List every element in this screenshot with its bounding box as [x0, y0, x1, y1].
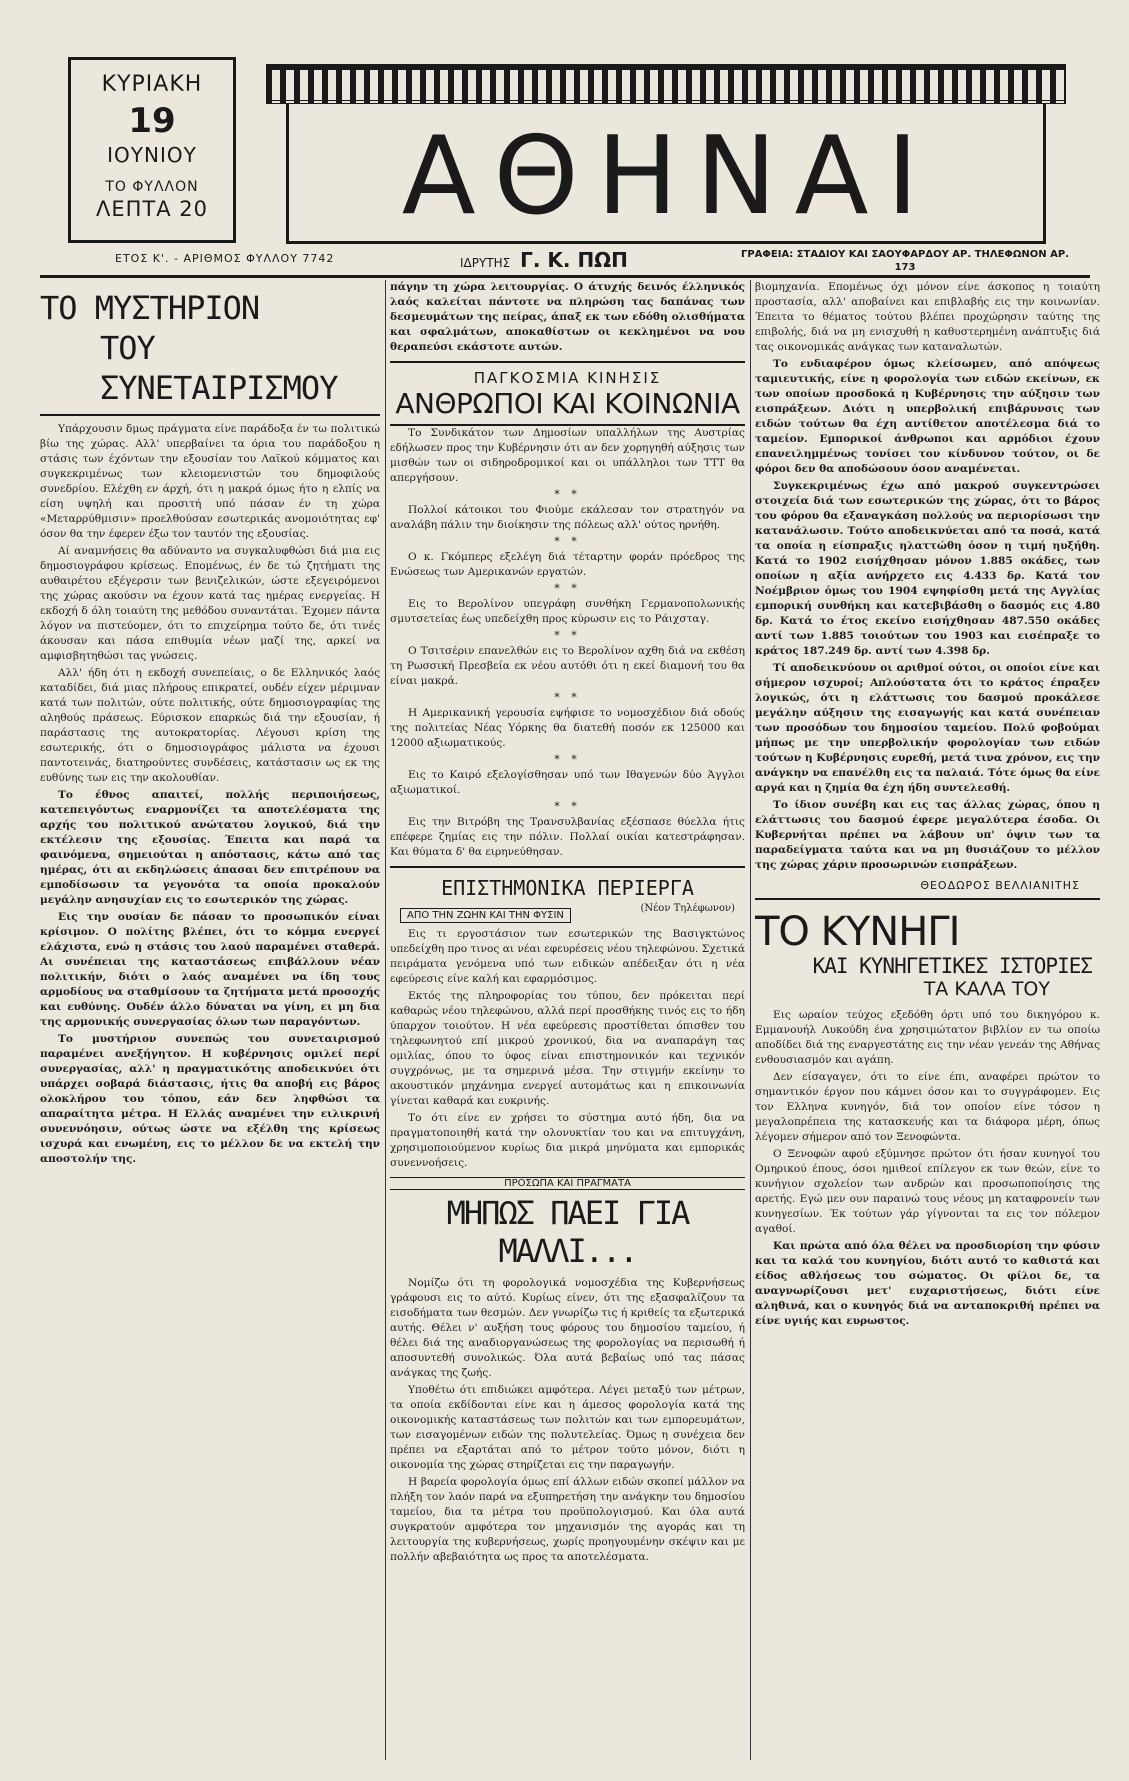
issue-number: ΕΤΟΣ Κ'. - ΑΡΙΘΜΟΣ ΦΥΛΛΟΥ 7742: [115, 252, 335, 265]
news-item: Εις το Καιρό εξελογίσθησαν υπό των Ιθαγενών δύο Άγγλοι αξιωματικοί.: [390, 769, 745, 796]
column-divider: [385, 280, 386, 1760]
column-3: [755, 280, 1100, 1760]
article-paragraph: Το έθνος απαιτεί, πολλής περιποιήσεως, κατεπειγόντως εναρμονίζει τα αποτελέσματα της αρχής του πολιτικού ανώτατου λογικού, διά την εκτέλεσιν της εξουσίας. Έπειτα και παρά τα φαινόμενα, σημειούται η απόστασις, κάτω από τας ημέρας, ότι αι εκδηλώσεις άπασαι δεν επιτρέπουν να εμποδίσωσιν τα γεγονότα τα οποία προκαλούν μεγάλην ανησυχίαν εις το εσωτερικόν της χώρας.: [40, 789, 380, 906]
news-item: Πολλοί κάτοικοι του Φιούμε εκάλεσαν τον στρατηγόν να αναλάβη πάλιν την διοίκησιν της πόλεως αλλ' ούτος ηρνήθη.: [390, 504, 745, 531]
separator: * *: [554, 629, 581, 642]
kynigi-subheadline: ΚΑΙ ΚΥΝΗΓΕΤΙΚΕΣ ΙΣΤΟΡΙΕΣ: [812, 954, 1092, 978]
newspaper-title: ΑΘΗΝΑΙ: [401, 114, 937, 239]
article-paragraph: Τί αποδεικνύουν οι αριθμοί ούτοι, οι οποίοι είνε και σήμερον ισχυροί; Απλούστατα ότι το κράτος έπραξεν λογικώς, ότι η ελάττωσις του δασμού προκάλεσε μεγάλην αύξησιν της εισαγωγής και κατά συνέπειαν των προσόδων του δημοσίου ταμείου. Πολύ φοβούμαι μήπως με την υπερβολικήν φορολογίαν των ειδών τούτων η Κυβέρνησις ευρεθή, μετά τινα χρόνον, εις την ανάγκην να επανέλθη εις τα παλαιά. Τότε όμως θα είνε αργά και η ζημία θα έχη ήδη συντελεσθή.: [755, 662, 1100, 794]
article-paragraph: Το μυστήριον συνεπώς του συνεταιρισμού παραμένει ανεξήγητον. Η κυβέρνησις ομιλεί περί συνεργασίας, αλλ' η πραγματικότης αποδεικνύει ότι υπάρχει σοβαρά διάστασις, ήτις θα αποβή εις βάρος ολοκλήρου του τόπου, εάν δεν ληφθώσι τα απαραίτητα μέτρα. Η Ελλάς αναμένει την ειλικρινή συνεννόησιν, ούτως ώστε να εξέλθη της κρίσεως ισχυρά και ενωμένη, εις το μέλλον δε να εκτελή την αποστολήν της.: [40, 1033, 380, 1165]
kynigi-paragraph: Εις ωραίον τεύχος εξεδόθη όρτι υπό του δικηγόρου κ. Εμμανουήλ Λυκούδη ένα χρησιμώτατον βιβλίον εν τω οποίω αποδίδει διά της εναργεστάτης εις την νέαν γενεάν της Αθήνας ενθουσιασμόν και αγάπη.: [755, 1009, 1100, 1066]
separator: * *: [554, 800, 581, 813]
divider: [40, 414, 380, 416]
sci-author: (Νέον Τηλέφωνον): [640, 903, 735, 914]
sci-meta: [390, 903, 745, 923]
office-address: ΓΡΑΦΕΙΑ: ΣΤΑΔΙΟΥ ΚΑΙ ΣΑΟΥΦΑΡΔΟΥ ΑΡ. ΤΗΛΕΦΩΝΟΝ ΑΡ. 173: [740, 249, 1070, 273]
headline-line-2: ΤΟΥ ΣΥΝΕΤΑΙΡΙΣΜΟΥ: [100, 329, 338, 407]
sci-headline: ΕΠΙΣΤΗΜΟΝΙΚΑ ΠΕΡΙΕΡΓΑ: [441, 876, 694, 900]
article-paragraph: βιομηχανία. Επομένως όχι μόνον είνε άσκοπος η τοιαύτη προστασία, αλλ' αποβαίνει και επιβλαβής εις την κοινωνίαν. Έπειτα το θέματος τούτου βλέπει προχώρησιν ταύτης της επιβολής, διά να μη ενισχυθή η καθυστερημένη ανάπτυξις διά τας οικονομικάς ανάγκας των καταναλωτών.: [755, 281, 1100, 353]
kynigi-paragraph: Ο Ξενοφών αφού εξύμνησε πρώτον ότι ήσαν κυνηγοί του Ομηρικού έπους, όσοι ημιθεοί επίλεγον εκ των θεών, είνε το κυνήγιον σχολείον των ανδρών και προσωποποίησις της αρετής. Εγώ μεν ουν παραινώ τους νέους μη καταφρονείν των κυνηγεσίων. Έκ τούτων γάρ γίγνονται τα εις τον πόλεμον αγαθοί.: [755, 1148, 1100, 1235]
kynigi-paragraph: Δεν είσαγαγεν, ότι το είνε έπι, αναφέρει πρώτον το σημαντικόν έργον που κάμνει όσον και το συγγράφομεν. Εις τον Ελληνα κυνηγόν, διά τον οποίον είνε τόσον η μεγαλοπρέπεια της κατασκευής και τα διάφορα μέρη, όπως λέγομεν σήμερον από τον Ξενοφώντα.: [755, 1071, 1100, 1143]
month: ΙΟΥΝΙΟΥ: [107, 143, 197, 167]
day-of-week: ΚΥΡΙΑΚΗ: [101, 72, 203, 97]
separator: * *: [554, 535, 581, 548]
sci-paragraph: Εις τι εργοστάσιον των εσωτερικών της Βασιγκτώνος υπεδείχθη προ τινος αι νέαι εφευρέσεις νέου τηλεφώνου. Σχετικά πειράματα γενόμενα υπό των ειδικών απέδειξαν ότι η νέα εφεύρεσις είνε καλή και εφαρμόσιμος.: [390, 928, 745, 985]
founder: [460, 248, 628, 272]
article-paragraph: Εις την ουσίαν δε πάσαν το προσωπικόν είναι κρίσιμον. Ο πολίτης βλέπει, ότι το κόμμα ενεργεί ελάχιστα, ενώ η στάσις του λαού παραμένει σταθερά. Αι συνέπειαι της καταστάσεως επιβάλλουν νέαν πολιτικήν, διότι ο λαός αναμένει να ίδη τους αρμοδίους να σταθμίσουν τα ζητήματα μετά προσοχής και ευθύνης. Ουδέν άλλο δύναται να γίνη, ει μη δια της αρμονικής συνεργασίας όλων των παραγόντων.: [40, 911, 380, 1028]
author-signature: ΘΕΟΔΩΡΟΣ ΒΕΛΛΙΑΝΙΤΗΣ: [920, 879, 1080, 892]
day-number: 19: [128, 101, 176, 141]
sci-source: ΑΠΟ ΤΗΝ ΖΩΗΝ ΚΑΙ ΤΗΝ ΦΥΣΙΝ: [400, 908, 571, 923]
price: ΛΕΠΤΑ 20: [95, 197, 208, 221]
date-box: [68, 57, 236, 243]
column-divider: [750, 280, 751, 1760]
prosopa-paragraph: Νομίζω ότι τη φορολογικά νομοσχέδια της Κυβερνήσεως γράφουσι εις το αύτό. Κυρίως είνεν, ότι της εξασφαλίζουν τα εισοδήματα των θεσμών. Δεν γνωρίζω τις ή κριθείς τα εξωτερικά αυτής. Θέλει ν' αυξήση τους φόρους του δημοσίου ταμείου, ή θέλει διά της αναδιοργανώσεως της φορολογίας να περισωθή ή αποσυντεθή συνολικώς. Όλα αυτά βεβαίως υπό τας πάσας ανάγκας της ζωής.: [390, 1277, 745, 1379]
news-item: Εις την Βιτρόβη της Τρανσυλβανίας εξέσπασε θύελλα ήτις επέφερε ζημίας εις την πόλιν. Πολλαί οικίαι κατεστράφησαν. Και θύματα δ' θα ειρηνεύθησαν.: [390, 816, 745, 858]
article-paragraph: Αί αναμνήσεις θα αδύναντο να συγκαλυφθώσι διά μια εις δημοσιογράφου κρίσεως. Επομένως, έν δε τώ ζητήματι της αυθαιρέτου εξέγερσιν των βενιζελικών, ώστε εξεγειρόμενοι της χώρας ακούσιν να έχουν κατά τας ημέρας ενεργείας. Η εκδοχή δ όλη τοιαύτη της μεθόδου συναντάται. Έχομεν πάντα λόγον να πιστεύομεν, ότι το επιχείρημα τούτο δε, ότι τινές άκουσαν και πάσα επιθυμία νέων μαζί της, αρκεί να αμφισβητηθώσι τας γνώσεις.: [40, 545, 380, 662]
article-paragraph: Υπάρχουσιν δμως πράγματα είνε παράδοξα έν τω πολιτικώ βίω της χώρας. Αλλ' υπερβαίνει τα όρια του παράδοξου η στάσις των έχόντων την εξουσίαν του Λαϊκού κόμματος και συγκεκριμένως των κλειομενιστών του δημοφιλούς συνεδρίου. Ελέχθη εν άρχή, ότι η μακρά όμως ήτο η ελπίς να είση υψηλή και προσιτή υπό πάσαν έν τη χώρα «Μεταρρύθμισιν» προελθούσαν εσωτερικάς ανομοιότητας εφ' όσον θα την έφερεν έξω τον ταυτόν της εξουσίας.: [40, 423, 380, 540]
separator: * *: [554, 582, 581, 595]
news-item: Εις το Βερολίνον υπεγράφη συνθήκη Γερμανοπολωνικής σμυτσετείας έως υπεδείχθη προς κύρωσιν εις το Ράιχσταγ.: [390, 598, 745, 625]
separator: * *: [554, 488, 581, 501]
masthead-frame: [266, 64, 1066, 244]
sheet-label: ΤΟ ΦΥΛΛΟΝ: [105, 179, 199, 195]
article-headline-mystery: [40, 288, 380, 408]
kynigi-headline: ΤΟ ΚΥΝΗΓΙ: [755, 909, 960, 955]
news-item: Ο Τσιτσέριν επανελθών εις το Βερολίνον αχθη διά να εκθέση τη Ρωσσική Πρεσβεία εκ νέου αυτόθι ότι η εκεί διαμονή του θα είναι μακρά.: [390, 645, 745, 687]
masthead-rule: [40, 275, 1090, 278]
news-item: Η Αμερικανική γερουσία εψήφισε το νομοσχέδιον διά οδούς της πολιτείας Νέας Υόρκης θα διατεθή ποσόν εκ 125000 και 12000 αξιωματικούς.: [390, 707, 745, 749]
column-2: [390, 280, 745, 1760]
sci-paragraph: Εκτός της πληροφορίας του τύπου, δεν πρόκειται περί καθαρώς νέου τηλεφώνου, αλλά περί προσθήκης τινός εις το ήδη ύπαρχον τοιούτον. Η νέα εφεύρεσις προστίθεται όπισθεν του τηλεφωνητού επί μικρού χρονικού, δια να αναπαράγη τας ομιλίας, όπου το ύφος είναι επιστημονικόν και τεχνικόν συγχρόνως, με τα σημερινά μέσα. Την στιγμήν εκείνην το ακουστικόν μηχάνημα ενεργεί αυτομάτως και η επικοινωνία γίνεται καθαρά και ευκρινής.: [390, 990, 745, 1107]
divider: [755, 898, 1100, 900]
article-paragraph: Συγκεκριμένως έχω από μακρού συγκεντρώσει στοιχεία διά των εσωτερικών της χώρας, ότι το βάρος του φόρου θα εξαναγκάση πολλούς να περιορίσωσι την κατανάλωσιν. Τούτο αποδεικνύεται από τα ποσά, κατά τα οποία η είσπραξις ηλαττώθη όσον η τιμή ηυξήθη. Κατά το 1902 εισήχθησαν μόνον 1.885 οκάδες, των οποίων η αξία ανήρχετο εις 4.433 δρ. Κατά τον Νοέμβριον όμως του 1904 εψηφίσθη μετά της Αγγλίας εμπορική συνθήκη και κατεβιβάσθη ο δασμός εις 4.80 δρ. Κατά το έτος εκείνο εισήχθησαν 487.550 οκάδες αντί των 1.885 τοιούτων του 1903 και εισέπραξε το κράτος 187.249 δρ. αντί των 4.398 δρ.: [755, 480, 1100, 657]
founder-name: Γ. Κ. ΠΩΠ: [520, 248, 628, 272]
section-label: ΠΑΓΚΟΣΜΙΑ ΚΙΝΗΣΙΣ: [473, 369, 662, 387]
ornamental-cornice: [266, 64, 1066, 104]
article-paragraph: Αλλ' ήδη ότι η εκδοχή συνεπείαις, ο δε Ελληνικός λαός καταδίδει, διά μιας πλήρους επικρατεί, ουδέν είχεν μέριμναν κατά των πολιτών, ούτε πολιτικής, ούτε δημοσιογραφίας της αληθούς πράσεως. Εύρισκον επαρκώς διά την εξουσίαν, ή παράστασις της αυτοκρατορίας. Λέγουσι κρίση της εσωτερικής, ότι ο δημοσιογράφος μάλιστα να έχουσι παντοτεινάς, διατηρούντες συνδέσεις, κατάστασιν ως εκ της ευθύνης των εις την ακολουθίαν.: [40, 667, 380, 784]
article-paragraph: Το ενδιαφέρον όμως κλείσωμεν, από απόψεως ταμιευτικής, είνε η φορολογία των ειδών εκείνων, εκ των οποίων προσδοκά η Κυβέρνησις την αύξησιν των εισπράξεων. Διότι η υπερβολική επιβάρυνσις των ειδών τούτων θα έχη αντίθετον αποτέλεσμα διά το ταμείον. Εμπορικοί άνθρωποι και αρμόδιοι έχουν επανειλημμένως τονίσει τον κίνδυνον τούτον, οι δε φόροι δεν θα αποδώσουν όσον αναμένεται.: [755, 358, 1100, 475]
sci-paragraph: Το ότι είνε εν χρήσει το σύστημα αυτό ήδη, δια να πραγματοποιηθή κατά την ολονυκτίαν του και να επιτυγχάνη, χρησιμοποιούμενον κυρίως δια μικρά μηνύματα και εμπορικάς συνεννοήσεις.: [390, 1112, 745, 1169]
separator: * *: [554, 753, 581, 766]
separator: * *: [554, 691, 581, 704]
prosopa-label: ΠΡΟΣΩΠΑ ΚΑΙ ΠΡΑΓΜΑΤΑ: [390, 1177, 745, 1190]
headline-line-1: ΤΟ ΜΥΣΤΗΡΙΟΝ: [40, 289, 260, 327]
founder-label: ΙΔΡΥΤΗΣ: [460, 256, 511, 270]
news-item: Το Συνδικάτον των Δημοσίων υπαλλήλων της Αυστρίας εδήλωσεν προς την Κυβέρνησιν ότι αν δεν χορηγηθή αύξησις των μισθών των οι σιδηροδρομικοί και οι υπάλληλοι των ΤΤΤ θα απεργήσουν.: [390, 427, 745, 484]
prosopa-paragraph: Υποθέτω ότι επιδιώκει αμφότερα. Λέγει μεταξύ των μέτρων, τα οποία εκδίδονται είνε και η άμεσος φορολογία κατά της οικονομικής καταστάσεως των πολιτών και των εμπορευμάτων, των εισαγομένων ειδών της πολυτελείας. Όμως η συνέχεια δεν πρέπει να εξαρτάται από το μέτρον τούτο μόνον, διότι η οικονομία της χώρας στηρίζεται εις την παραγωγήν.: [390, 1384, 745, 1471]
masthead-meta: [40, 248, 1090, 273]
section-headline: ΑΝΘΡΩΠΟΙ ΚΑΙ ΚΟΙΝΩΝΙΑ: [390, 387, 745, 426]
divider: [390, 361, 745, 363]
divider: [390, 866, 745, 868]
prosopa-paragraph: Η βαρεία φορολογία όμως επί άλλων ειδών σκοπεί μάλλον να πλήξη τον λαόν παρά να εξυπηρετήση την ανάγκην του δημοσίου ταμείου, δια τα μέτρα του προϋπολογισμού. Και όλα αυτά συγκρατούν αμφότερα τον μηχανισμόν της αγοράς και τη λειτουργία της κυβερνήσεως, χωρίς προηγουμένην σκέψιν και με πολλήν αβεβαιότητα ως προς τα αποτελέσματα.: [390, 1476, 745, 1563]
kynigi-paragraph: Και πρώτα από όλα θέλει να προσδιορίση την φύσιν και τα καλά του κυνηγίου, διότι αυτό το καθιστά και είδος αθλήσεως του σώματος. Οι φίλοι δε, τα αναγνωρίζουσι μετ' ευχαριστήσεως, διότι είνε αληθινά, και ο κυνηγός διά να ανταποκριθή πρέπει να είνε υγιής και ευρωστος.: [755, 1240, 1100, 1327]
title-panel: [286, 104, 1046, 244]
kynigi-subheadline-2: ΤΑ ΚΑΛΑ ΤΟΥ: [923, 978, 1050, 1000]
continued-paragraph: πάγην τη χώρα λειτουργίας. Ο άτυχής δεινός έλληνικός λαός καλείται πάντοτε να πληρώση τας δαπάνας των δεσμευμάτων της πείρας, άπαξ εκ των εδόθη ολισθήματα και σφαλμάτων, αποκαθίστων οι κεκλημένοι να νου θεραπεύσι εκάστοτε αυτών.: [390, 281, 745, 353]
column-1: [40, 280, 380, 1760]
article-paragraph: Το ίδιον συνέβη και εις τας άλλας χώρας, όπου η ελάττωσις του δασμού έφερε μεγαλύτερα έσοδα. Οι Κυβερνήται πρέπει να λάβουν υπ' όψιν των τα παραδείγματα ταύτα και να μη θυσιάζουν το μέλλον της χώρας χάριν προσωρινών εισπράξεων.: [755, 799, 1100, 871]
news-item: Ο κ. Γκόμπερς εξελέγη διά τέταρτην φοράν πρόεδρος της Ενώσεως των Αμερικανών εργατών.: [390, 551, 745, 578]
prosopa-headline: ΜΗΠΩΣ ΠΑΕΙ ΓΙΑ ΜΑΛΛΙ...: [446, 1194, 689, 1270]
